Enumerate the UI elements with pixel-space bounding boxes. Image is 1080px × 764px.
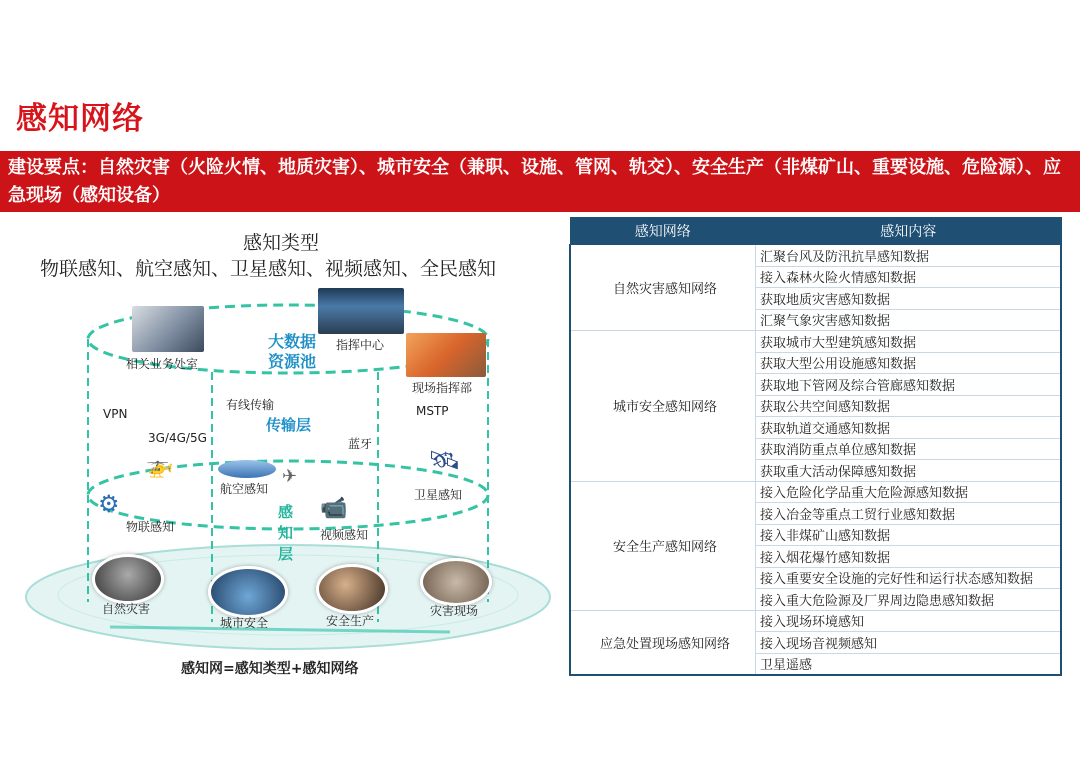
table-content-cell: 获取地质灾害感知数据 [756, 288, 1062, 310]
table-category-cell: 安全生产感知网络 [570, 481, 756, 610]
table-content-cell: 获取轨道交通感知数据 [756, 417, 1062, 439]
iot-icon: ⚙ [98, 490, 120, 518]
label-natural: 自然灾害 [102, 602, 151, 616]
table-content-cell: 汇聚气象灾害感知数据 [756, 309, 1062, 331]
table-category-cell: 城市安全感知网络 [570, 331, 756, 482]
diagram-lines [0, 222, 560, 692]
top-layer-label: 大数据 资源池 [268, 332, 317, 371]
airship-icon [218, 460, 276, 478]
table-content-cell: 接入烟花爆竹感知数据 [756, 546, 1062, 568]
table-content-cell: 汇聚台风及防汛抗旱感知数据 [756, 245, 1062, 267]
disaster-site-photo [420, 558, 492, 606]
table-header-network: 感知网络 [570, 218, 756, 245]
label-mobile: 3G/4G/5G [148, 431, 207, 445]
table-content-cell: 接入重要安全设施的完好性和运行状态感知数据 [756, 567, 1062, 589]
table-content-cell: 获取公共空间感知数据 [756, 395, 1062, 417]
table-header-row [570, 218, 1061, 245]
label-office: 相关业务处室 [126, 357, 199, 371]
table-body [570, 245, 1061, 676]
construction-points-banner: 建设要点：自然灾害（火险火情、地质灾害）、城市安全（兼职、设施、管网、轨交）、安全生产（非煤矿山、重要设施、危险源）、应急现场（感知设备） [0, 151, 1080, 212]
drone-icon: ✈ [282, 466, 298, 487]
production-safety-photo [316, 564, 388, 614]
table-content-cell: 接入森林火险火情感知数据 [756, 266, 1062, 288]
table-row [570, 481, 1061, 503]
label-command-center: 指挥中心 [336, 338, 385, 352]
label-mstp: MSTP [416, 404, 449, 418]
label-city: 城市安全 [220, 616, 269, 630]
label-video: 视频感知 [320, 528, 369, 542]
formula: 感知网=感知类型+感知网络 [181, 661, 359, 677]
table-content-cell: 获取大型公用设施感知数据 [756, 352, 1062, 374]
label-wired: 有线传输 [226, 398, 275, 412]
table-category-cell: 自然灾害感知网络 [570, 245, 756, 331]
table-content-cell: 接入危险化学品重大危险源感知数据 [756, 481, 1062, 503]
table-header-content: 感知内容 [756, 218, 1062, 245]
table-content-cell: 接入现场环境感知 [756, 610, 1062, 632]
table-content-cell: 获取消防重点单位感知数据 [756, 438, 1062, 460]
table-row [570, 610, 1061, 632]
page-title: 感知网络 [16, 101, 144, 137]
table-content-cell: 接入非煤矿山感知数据 [756, 524, 1062, 546]
table-row [570, 331, 1061, 353]
helicopter-icon: 🚁 [146, 454, 174, 479]
label-disaster-site: 灾害现场 [430, 604, 479, 618]
label-bluetooth: 蓝牙 [348, 437, 373, 451]
table-content-cell: 接入冶金等重点工贸行业感知数据 [756, 503, 1062, 525]
label-aerial: 航空感知 [220, 482, 269, 496]
label-iot: 物联感知 [126, 520, 175, 534]
table-row [570, 245, 1061, 267]
mid-layer-label: 传输层 [266, 416, 312, 434]
table-content-cell: 获取城市大型建筑感知数据 [756, 331, 1062, 353]
table-content-cell: 获取地下管网及综合管廊感知数据 [756, 374, 1062, 396]
perception-network-diagram [0, 222, 560, 692]
table-content-cell: 接入现场音视频感知 [756, 632, 1062, 654]
perception-table-grid [569, 217, 1062, 676]
camera-icon: 📹 [320, 496, 348, 521]
city-safety-photo [208, 566, 288, 618]
table-category-cell: 应急处置现场感知网络 [570, 610, 756, 675]
perception-table [569, 217, 1062, 676]
office-photo [132, 306, 204, 352]
diagram-heading: 感知类型 [243, 232, 320, 254]
perception-types: 物联感知、航空感知、卫星感知、视频感知、全民感知 [40, 258, 497, 280]
label-vpn: VPN [103, 407, 128, 421]
natural-disaster-photo [92, 554, 164, 604]
field-command-photo [406, 333, 486, 377]
command-center-photo [318, 288, 404, 334]
label-field-command: 现场指挥部 [412, 381, 473, 395]
table-content-cell: 获取重大活动保障感知数据 [756, 460, 1062, 482]
table-content-cell: 接入重大危险源及厂界周边隐患感知数据 [756, 589, 1062, 611]
bottom-layer-label: 感 知 层 [278, 503, 294, 563]
label-satellite: 卫星感知 [414, 488, 463, 502]
table-content-cell: 卫星遥感 [756, 653, 1062, 675]
label-production: 安全生产 [326, 614, 375, 628]
satellite-icon: 🛰 [428, 446, 462, 476]
